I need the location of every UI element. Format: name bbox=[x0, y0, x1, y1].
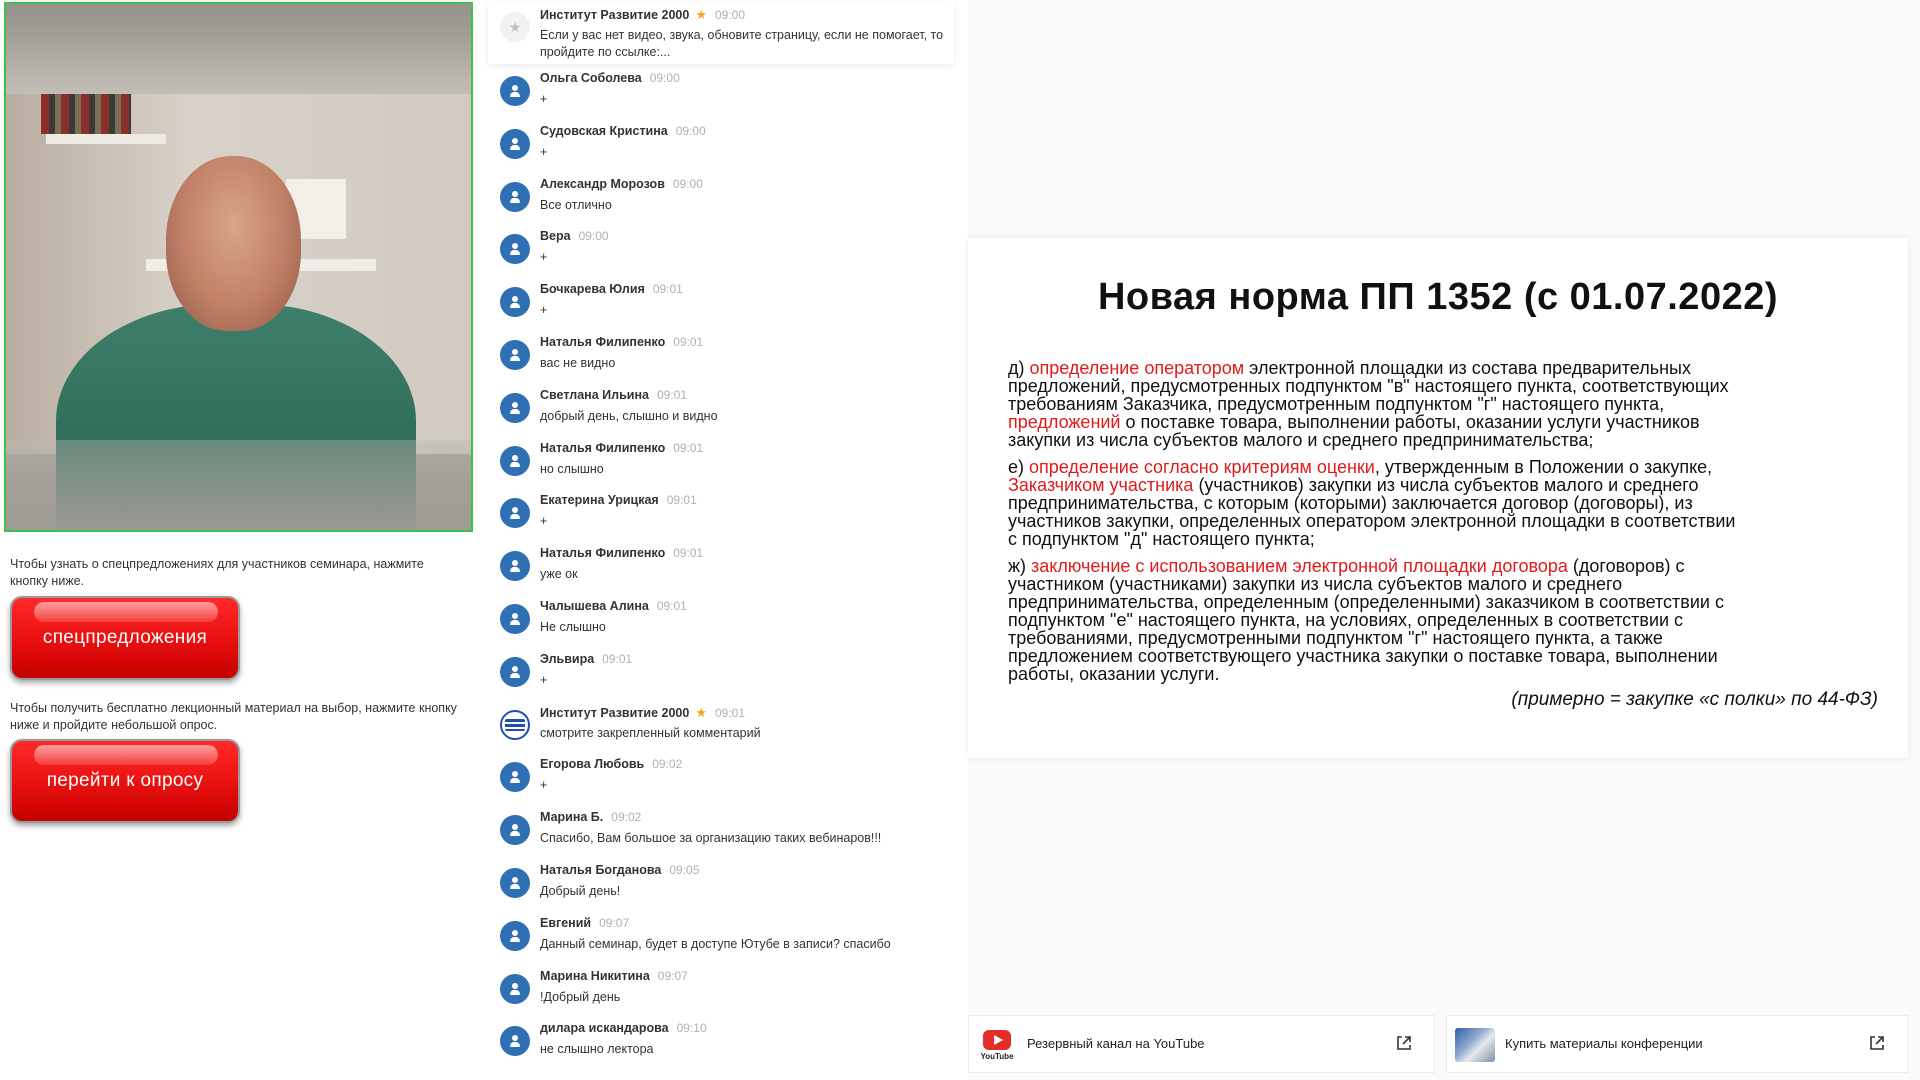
user-avatar-icon bbox=[500, 129, 530, 159]
chat-message bbox=[488, 541, 948, 593]
org-logo-icon bbox=[500, 710, 530, 740]
message-text: смотрите закрепленный комментарий bbox=[540, 725, 761, 740]
message-time: 09:05 bbox=[669, 863, 700, 877]
video-shelf bbox=[46, 134, 166, 144]
message-header bbox=[540, 493, 697, 507]
message-text: но слышно bbox=[540, 461, 604, 476]
message-time: 09:01 bbox=[714, 705, 746, 720]
chat-message bbox=[488, 752, 948, 804]
message-header bbox=[540, 705, 745, 721]
message-time: 09:01 bbox=[673, 335, 704, 349]
message-author: Екатерина Урицкая bbox=[540, 493, 659, 508]
message-text: + bbox=[540, 303, 548, 318]
speaker-head bbox=[166, 156, 301, 331]
paragraph-line: закупки из числа субъектов малого и среднего предпринимательства; bbox=[1008, 430, 1594, 450]
paragraph-line: работы, оказании услуги. bbox=[1008, 664, 1220, 684]
message-header bbox=[540, 599, 687, 613]
youtube-icon bbox=[979, 1028, 1015, 1062]
chat-message bbox=[488, 700, 948, 752]
message-text: уже ок bbox=[540, 567, 578, 582]
line-text: (участников) закупки из числа субъектов малого и среднего bbox=[1193, 475, 1699, 495]
message-author: Наталья Филипенко bbox=[540, 440, 666, 455]
user-avatar-icon bbox=[500, 974, 530, 1004]
chat-message bbox=[488, 172, 948, 224]
message-text: Не слышно bbox=[540, 620, 606, 634]
chat-message bbox=[488, 277, 948, 329]
paragraph-d bbox=[1008, 359, 1868, 449]
message-author: Институт Развитие 2000 bbox=[540, 8, 690, 22]
message-header bbox=[540, 810, 641, 824]
message-text: + bbox=[540, 672, 548, 687]
paragraph-line bbox=[1008, 476, 1868, 494]
message-header bbox=[540, 969, 688, 983]
user-avatar-icon bbox=[500, 234, 530, 264]
message-author: Светлана Ильина bbox=[540, 387, 649, 402]
message-author: Наталья Богданова bbox=[540, 863, 662, 877]
message-text: вас не видно bbox=[540, 356, 616, 370]
chat-message bbox=[488, 383, 948, 435]
paragraph-line: предпринимательства, определенным (определенными) заказчиком в соответствии с bbox=[1008, 592, 1724, 612]
external-link-icon[interactable] bbox=[1869, 1035, 1885, 1051]
highlight-text: заключение с использованием электронной площадки договора bbox=[1031, 556, 1568, 576]
presentation-area bbox=[968, 0, 1920, 1080]
user-avatar-icon bbox=[500, 551, 530, 581]
message-time: 09:00 bbox=[649, 71, 680, 85]
paragraph-line: предпринимательства, с которым (которыми) заключается договор (договоры), из bbox=[1008, 493, 1693, 513]
message-time: 09:01 bbox=[656, 387, 687, 402]
message-header bbox=[540, 757, 682, 771]
message-header bbox=[540, 652, 632, 666]
message-text: Все отлично bbox=[540, 197, 612, 212]
message-time: 09:00 bbox=[672, 176, 703, 191]
message-time: 09:01 bbox=[602, 651, 633, 666]
buy-materials-label: Купить материалы конференции bbox=[1505, 1036, 1703, 1051]
message-author: Марина Никитина bbox=[540, 968, 650, 983]
verified-star-icon: ★ bbox=[695, 7, 707, 22]
message-text: + bbox=[540, 144, 548, 159]
chat-message bbox=[488, 66, 948, 118]
message-header bbox=[540, 863, 699, 877]
user-avatar-icon bbox=[500, 76, 530, 106]
left-panel bbox=[0, 0, 480, 1080]
line-text: о поставке товара, выполнении работы, оказании услуги участников bbox=[1120, 412, 1700, 432]
message-author: Ольга Соболева bbox=[540, 71, 642, 85]
message-header bbox=[540, 335, 703, 349]
slide-title: Новая норма ПП 1352 (с 01.07.2022) bbox=[1097, 276, 1778, 318]
button-gloss bbox=[34, 602, 218, 622]
paragraph-line: подпунктом "е" настоящего пункта, на условиях, определенных в соответствии с bbox=[1008, 610, 1684, 630]
line-text: (договоров) с bbox=[1567, 556, 1685, 576]
star-icon: ★ bbox=[508, 19, 522, 35]
message-time: 09:02 bbox=[611, 810, 642, 825]
special-offers-button[interactable] bbox=[10, 596, 240, 680]
offers-text: Чтобы узнать о спецпредложениях для участников семинара, нажмите кнопку ниже. bbox=[10, 557, 424, 588]
user-avatar-icon bbox=[500, 657, 530, 687]
paragraph-line bbox=[1008, 458, 1868, 476]
video-blur-top bbox=[6, 4, 471, 94]
message-header bbox=[540, 388, 687, 402]
play-icon bbox=[983, 1030, 1011, 1050]
chat-panel[interactable] bbox=[480, 0, 960, 1080]
message-header bbox=[540, 546, 703, 560]
paragraph-e bbox=[1008, 458, 1868, 548]
message-time: 09:07 bbox=[657, 968, 688, 983]
message-time: 09:01 bbox=[666, 493, 697, 508]
materials-thumbnail-icon bbox=[1455, 1028, 1495, 1062]
paragraph-line: участников закупки, определенных оператором электронной площадки в соответствии bbox=[1008, 511, 1736, 531]
message-author: Александр Морозов bbox=[540, 176, 665, 191]
chat-message bbox=[488, 911, 948, 963]
message-author: Марина Б. bbox=[540, 810, 604, 825]
special-offers-label: спецпредложения bbox=[42, 627, 208, 648]
slide-note: (примерно = закупке «с полки» по 44-ФЗ) bbox=[1511, 689, 1878, 710]
message-time: 09:00 bbox=[714, 8, 746, 22]
message-header bbox=[540, 229, 609, 243]
message-text: !Добрый день bbox=[540, 989, 621, 1004]
chat-message bbox=[488, 964, 948, 1016]
message-time: 09:01 bbox=[652, 282, 683, 297]
message-time: 09:10 bbox=[676, 1021, 707, 1036]
message-author: Наталья Филипенко bbox=[540, 546, 666, 561]
user-avatar-icon bbox=[500, 604, 530, 634]
message-header bbox=[540, 124, 706, 138]
user-avatar-icon bbox=[500, 393, 530, 423]
user-avatar-icon bbox=[500, 815, 530, 845]
paragraph-zh bbox=[1008, 557, 1868, 683]
item-marker: ж) bbox=[1008, 556, 1032, 576]
slide bbox=[968, 238, 1908, 758]
chat-message bbox=[488, 224, 948, 276]
survey-label: перейти к опросу bbox=[46, 770, 204, 791]
paragraph-line: предложений, предусмотренных подпунктом "в" настоящего пункта, соответствующих bbox=[1008, 376, 1729, 396]
message-header bbox=[540, 916, 629, 930]
message-author: Вера bbox=[540, 229, 571, 244]
paragraph-line: требованиям Заказчика, предусмотренным подпунктом "г" настоящего пункта, bbox=[1008, 394, 1665, 414]
message-author: Наталья Филипенко bbox=[540, 335, 666, 349]
message-author: Бочкарева Юлия bbox=[540, 282, 645, 297]
message-header bbox=[540, 7, 745, 23]
message-text: + bbox=[540, 250, 548, 265]
message-author: Эльвира bbox=[540, 651, 595, 666]
message-text: Спасибо, Вам большое за организацию таких вебинаров!!! bbox=[540, 831, 882, 846]
message-author: Егорова Любовь bbox=[540, 757, 645, 772]
message-header bbox=[540, 441, 703, 455]
speaker-video[interactable] bbox=[4, 2, 473, 532]
chat-message bbox=[488, 1016, 948, 1068]
line-text: , утвержденным в Положении о закупке, bbox=[1374, 457, 1713, 477]
paragraph-line bbox=[1008, 557, 1868, 575]
message-time: 09:00 bbox=[675, 123, 706, 138]
message-time: 09:01 bbox=[673, 546, 704, 561]
survey-text: Чтобы получить бесплатно лекционный материал на выбор, нажмите кнопку ниже и пройдите небольшой опрос. bbox=[10, 701, 457, 732]
message-author: Евгений bbox=[540, 915, 592, 930]
paragraph-line: предложением соответствующего участника закупки о поставке товара, выполнении bbox=[1008, 646, 1718, 666]
highlight-text: Заказчиком участника bbox=[1008, 475, 1194, 495]
user-avatar-icon bbox=[500, 762, 530, 792]
chat-message bbox=[488, 436, 948, 488]
chat-message bbox=[488, 119, 948, 171]
message-author: Судовская Кристина bbox=[540, 123, 668, 138]
chat-message bbox=[488, 858, 948, 910]
user-avatar-icon bbox=[500, 287, 530, 317]
message-text: добрый день, слышно и видно bbox=[540, 408, 718, 423]
youtube-channel-link[interactable] bbox=[968, 1015, 1435, 1073]
item-marker: е) bbox=[1008, 457, 1030, 477]
user-avatar-icon bbox=[500, 182, 530, 212]
user-avatar-icon bbox=[500, 868, 530, 898]
message-header bbox=[540, 71, 680, 85]
verified-star-icon: ★ bbox=[695, 704, 707, 720]
user-avatar-icon bbox=[500, 340, 530, 370]
chat-message bbox=[488, 647, 948, 699]
external-link-icon[interactable] bbox=[1396, 1035, 1412, 1051]
item-marker: д) bbox=[1008, 358, 1030, 378]
highlight-text: предложений bbox=[1008, 412, 1121, 432]
user-avatar-icon bbox=[500, 921, 530, 951]
pin-avatar bbox=[500, 12, 530, 42]
message-text: + bbox=[540, 92, 548, 106]
message-header bbox=[540, 282, 683, 296]
message-text: Добрый день! bbox=[540, 884, 621, 898]
paragraph-line: участником (участниками) закупки из числа субъектов малого и среднего bbox=[1008, 574, 1623, 594]
highlight-text: определение оператором bbox=[1029, 358, 1245, 378]
paragraph-line: с подпунктом "д" настоящего пункта; bbox=[1008, 529, 1315, 549]
chat-message bbox=[488, 805, 948, 857]
pinned-message[interactable] bbox=[488, 2, 954, 64]
paragraph-line: требованиями, предусмотренными подпунктом "г" настоящего пункта, а также bbox=[1008, 628, 1663, 648]
paragraph-line bbox=[1008, 359, 1868, 377]
buy-materials-link[interactable] bbox=[1446, 1015, 1908, 1073]
message-author: Чалышева Алина bbox=[540, 599, 649, 613]
youtube-link-label: Резервный канал на YouTube bbox=[1027, 1036, 1205, 1051]
video-books bbox=[41, 94, 131, 134]
paragraph-line bbox=[1008, 413, 1868, 431]
user-avatar-icon bbox=[500, 498, 530, 528]
message-text: Данный семинар, будет в доступе Ютубе в записи? спасибо bbox=[540, 936, 891, 951]
message-text: не слышно лектора bbox=[540, 1042, 654, 1057]
chat-message bbox=[488, 488, 948, 540]
message-author: дилара искандарова bbox=[540, 1021, 669, 1036]
highlight-text: определение согласно критериям оценки bbox=[1029, 457, 1375, 477]
message-author: Институт Развитие 2000 bbox=[540, 705, 690, 720]
chat-message bbox=[488, 594, 948, 646]
user-avatar-icon bbox=[500, 446, 530, 476]
message-header bbox=[540, 1021, 707, 1035]
message-time: 09:01 bbox=[656, 599, 687, 613]
message-time: 09:02 bbox=[652, 757, 683, 772]
video-blur-bottom bbox=[6, 440, 471, 530]
line-text: электронной площадки из состава предварительных bbox=[1244, 358, 1691, 378]
message-text: + bbox=[540, 514, 548, 529]
chat-message bbox=[488, 330, 948, 382]
message-time: 09:07 bbox=[599, 915, 630, 930]
user-avatar-icon bbox=[500, 1026, 530, 1056]
youtube-icon-text: YouTube bbox=[980, 1052, 1014, 1061]
button-gloss bbox=[34, 745, 218, 765]
message-text: + bbox=[540, 778, 548, 793]
message-text: Если у вас нет видео, звука, обновите страницу, если не помогает, то пройдите по ссылке:... bbox=[540, 28, 944, 59]
survey-button[interactable] bbox=[10, 739, 240, 823]
message-time: 09:00 bbox=[578, 229, 609, 244]
message-header bbox=[540, 177, 703, 191]
message-time: 09:01 bbox=[673, 440, 704, 455]
